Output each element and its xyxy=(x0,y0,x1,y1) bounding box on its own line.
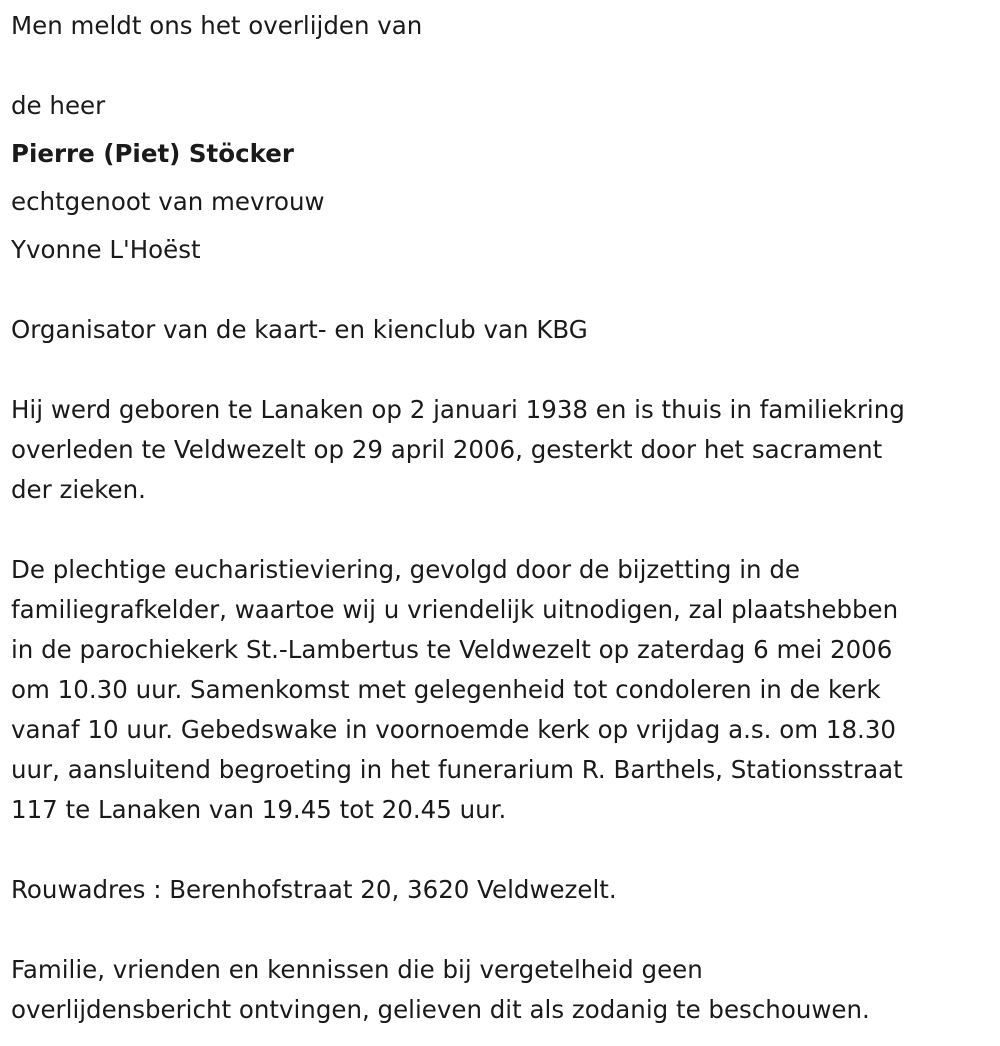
paragraph-line: overleden te Veldwezelt op 29 april 2006, gesterkt door het sacrament xyxy=(11,435,883,464)
spouse-label: echtgenoot van mevrouw xyxy=(11,187,325,216)
paragraph-line: 117 te Lanaken van 19.45 tot 20.45 uur. xyxy=(11,795,507,824)
role-text: Organisator van de kaart- en kienclub van KBG xyxy=(11,315,588,344)
paragraph-line: Familie, vrienden en kennissen die bij vergetelheid geen xyxy=(11,955,703,984)
paragraph-line: der zieken. xyxy=(11,475,146,504)
closing-paragraph xyxy=(11,950,870,1030)
title-prefix: de heer xyxy=(11,91,106,120)
paragraph-line: overlijdensbericht ontvingen, gelieven dit als zodanig te beschouwen. xyxy=(11,995,870,1024)
ceremony-paragraph xyxy=(11,550,903,830)
paragraph-line: uur, aansluitend begroeting in het funerarium R. Barthels, Stationsstraat xyxy=(11,755,903,784)
deceased-name: Pierre (Piet) Stöcker xyxy=(11,139,294,168)
intro-text: Men meldt ons het overlijden van xyxy=(11,11,423,40)
paragraph-line: Hij werd geboren te Lanaken op 2 januari 1938 en is thuis in familiekring xyxy=(11,395,905,424)
paragraph-line: vanaf 10 uur. Gebedswake in voornoemde kerk op vrijdag a.s. om 18.30 xyxy=(11,715,897,744)
paragraph-line: familiegrafkelder, waartoe wij u vriendelijk uitnodigen, zal plaatshebben xyxy=(11,595,899,624)
birth-paragraph xyxy=(11,390,905,510)
paragraph-line: De plechtige eucharistieviering, gevolgd door de bijzetting in de xyxy=(11,555,800,584)
spouse-name: Yvonne L'Hoëst xyxy=(11,235,201,264)
paragraph-line: om 10.30 uur. Samenkomst met gelegenheid tot condoleren in de kerk xyxy=(11,675,881,704)
mourning-address: Rouwadres : Berenhofstraat 20, 3620 Veldwezelt. xyxy=(11,875,617,904)
paragraph-line: in de parochiekerk St.-Lambertus te Veldwezelt op zaterdag 6 mei 2006 xyxy=(11,635,893,664)
